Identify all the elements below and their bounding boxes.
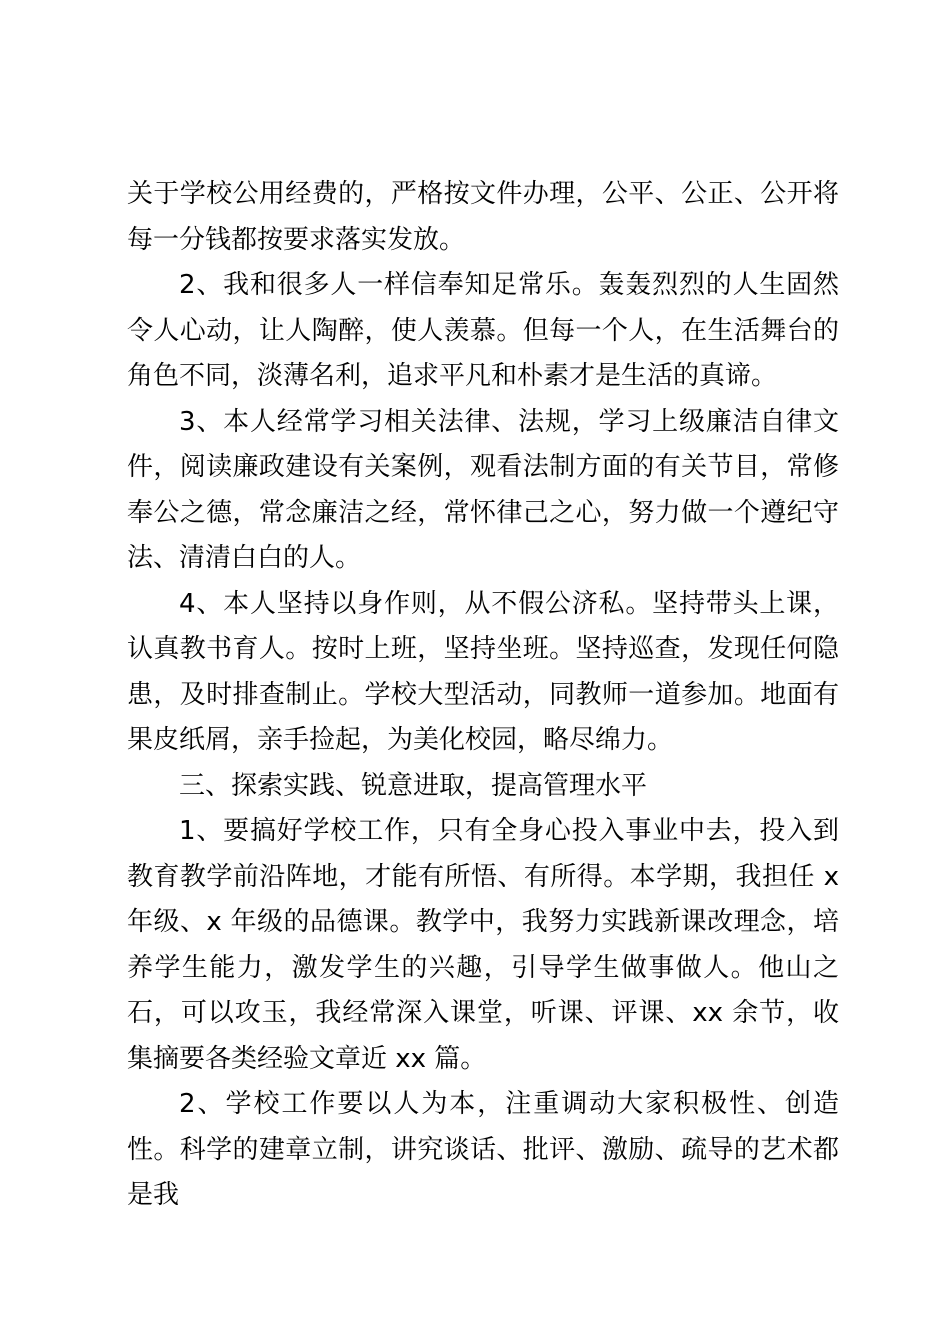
paragraph-item-2-contentment: 2、我和很多人一样信奉知足常乐。轰轰烈烈的人生固然令人心动，让人陶醉，使人羡慕。但每一个人，在生活舞台的角色不同，淡薄名利，追求平凡和朴素才是生活的真谛。 bbox=[127, 270, 839, 391]
section-heading-three: 三、探索实践、锐意进取，提高管理水平 bbox=[179, 770, 648, 801]
paragraph-item-4-lead-by-example: 4、本人坚持以身作则，从不假公济私。坚持带头上课，认真教书育人。按时上班，坚持坐班。坚持巡查，发现任何隐患，及时排查制止。学校大型活动，同教师一道参加。地面有果皮纸屑，亲手捡起，为美化校园，略尽绵力。 bbox=[127, 588, 839, 755]
paragraph-item-2-people-oriented: 2、学校工作要以人为本，注重调动大家积极性、创造性。科学的建章立制，讲究谈话、批评、激励、疏导的艺术都是我 bbox=[127, 1089, 839, 1210]
paragraph-item-3-law-study: 3、本人经常学习相关法律、法规，学习上级廉洁自律文件，阅读廉政建设有关案例，观看法制方面的有关节目，常修奉公之德，常念廉洁之经，常怀律己之心，努力做一个遵纪守法、清清白白的人。 bbox=[127, 406, 839, 573]
paragraph-funds: 关于学校公用经费的，严格按文件办理，公平、公正、公开将每一分钱都按要求落实发放。 bbox=[127, 179, 839, 255]
document-body bbox=[127, 172, 839, 1219]
paragraph-item-1-school-work: 1、要搞好学校工作，只有全身心投入事业中去，投入到教育教学前沿阵地，才能有所悟、有所得。本学期，我担任 x 年级、x 年级的品德课。教学中，我努力实践新课改理念，培养学生能力，激发学生的兴趣，引导学生做事做人。他山之石，可以攻玉，我经常深入课堂，听课、评课、xx 余节，收集摘要各类经验文章近 xx 篇。 bbox=[127, 816, 839, 1074]
